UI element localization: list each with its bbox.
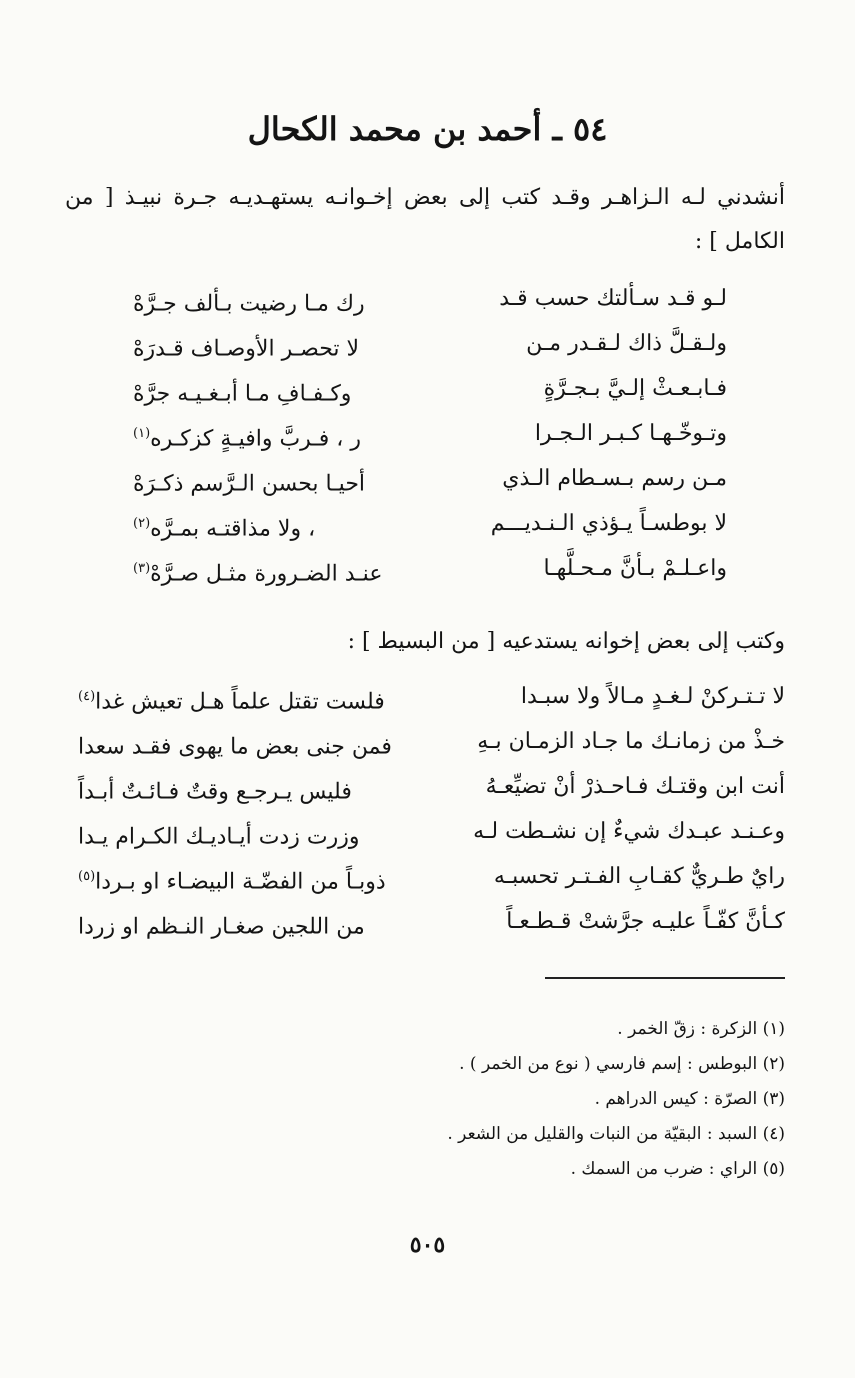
verse [0, 811, 855, 856]
verse [0, 278, 855, 323]
verse [0, 368, 855, 413]
verse-second-hemistich: ر ، فـربَّ وافيـةٍ كزكـره$^{(١)}$ [133, 426, 361, 452]
footnote-marker: (٣) [133, 561, 151, 576]
verse-first-hemistich: كـأنَّ كفّـاً عليـه جرَّشتْ قـطـعـاً [506, 909, 785, 934]
verse-second-hemistich: فليس يـرجـع وقتٌ فـائـتٌ أبـداً [78, 779, 352, 805]
verse-second-hemistich: من اللجين صغـار النـظم او زردا [78, 914, 365, 940]
verse-first-hemistich: لـو قـد سـألتك حسب قـد [499, 286, 727, 311]
verse-first-hemistich: لا بوطسـاً يـؤذي الـنـديـــم [490, 511, 727, 536]
verse [0, 676, 855, 721]
verse-second-hemistich: لا تحصـر الأوصـاف قـدرَهْ [133, 336, 360, 362]
verse-first-hemistich: ولـقـلَّ ذاك لـقـدر مـن [526, 331, 727, 356]
verse-second-hemistich: فمن جنى بعض ما يهوى فقـد سعدا [78, 734, 392, 760]
footnote-marker: (٢) [133, 516, 151, 531]
poem-basit [0, 676, 855, 946]
verse [0, 856, 855, 901]
verse-first-hemistich: واعـلـمْ بـأنَّ مـحـلَّهـا [543, 556, 727, 581]
verse-second-hemistich: وزرت زدت أيـاديـك الكـرام يـدا [78, 824, 360, 850]
footnote: (٣) الصرّة : كيس الدراهم . [594, 1089, 785, 1109]
verse [0, 548, 855, 593]
verse-first-hemistich: وعـنـد عبـدك شيءٌ إن نشـطت لـه [473, 819, 785, 844]
verse-second-hemistich: وكـفـافِ مـا أبـغـيـه جرَّهْ [133, 381, 352, 407]
footnotes [65, 1012, 785, 1187]
verse-second-hemistich: فلست تقتل علماً هـل تعيش غدا$^{(٤)}$ [78, 689, 385, 715]
verse-second-hemistich: ، ولا مذاقتـه بمـرَّه$^{(٢)}$ [133, 516, 316, 542]
footnote: (٤) السبد : البقيّة من النبات والقليل من الشعر . [447, 1124, 785, 1144]
verse [0, 766, 855, 811]
verse [0, 323, 855, 368]
footnote-marker: (٥) [78, 869, 96, 884]
poet-title: ٥٤ ـ أحمد بن محمد الكحال [247, 110, 608, 148]
verse [0, 721, 855, 766]
verse-first-hemistich: خـذْ من زمانـك ما جـاد الزمـان بـهِ [477, 729, 785, 754]
footnote-divider [545, 977, 785, 979]
intro-paragraph: أنشدني لـه الـزاهـر وقـد كتب إلى بعض إخـوانـه يستهـديـه جـرة نبيـذ [ من الكامل ] : [65, 185, 785, 254]
footnote: (٢) البوطس : إسم فارسي ( نوع من الخمر ) . [459, 1054, 785, 1074]
poem-kamil [0, 278, 855, 593]
verse [0, 413, 855, 458]
verse-second-hemistich: رك مـا رضيت بـألف جـرَّهْ [133, 291, 365, 317]
verse-first-hemistich: فـابـعـثْ إلـيَّ بـجـرَّةٍ [543, 376, 727, 401]
verse-first-hemistich: مـن رسم بـسـطام الـذي [502, 466, 727, 491]
verse [0, 458, 855, 503]
footnote-marker: (١) [133, 426, 151, 441]
verse [0, 901, 855, 946]
footnote: (١) الزكرة : زقّ الخمر . [617, 1019, 785, 1039]
verse-second-hemistich: أحيـا بحسن الـرَّسم ذكـرَهْ [133, 471, 366, 497]
verse-first-hemistich: لا تـتـركنْ لـغـدٍ مـالاً ولا سبـدا [520, 684, 785, 709]
verse-first-hemistich: أنت ابن وقتـك فـاحـذرْ أنْ تضيِّعـهُ [485, 774, 785, 799]
verse [0, 503, 855, 548]
verse-first-hemistich: رايٌ طـريٌّ كقـابِ الفـتـر تحسبـه [493, 864, 785, 889]
page-number: ٥٠٥ [409, 1232, 446, 1258]
verse-second-hemistich: ذوبـاً من الفضّـة البيضـاء او بـردا$^{(٥)}$ [78, 869, 386, 895]
verse-first-hemistich: وتـوخّـهـا كـبـر الـجـرا [534, 421, 727, 446]
verse-second-hemistich: عنـد الضـرورة مثـل صـرَّهْ$^{(٣)}$ [133, 561, 383, 587]
section-intro: وكتب إلى بعض إخوانه يستدعيه [ من البسيط ] : [347, 629, 785, 654]
footnote: (٥) الراي : ضرب من السمك . [570, 1159, 785, 1179]
footnote-marker: (٤) [78, 689, 96, 704]
